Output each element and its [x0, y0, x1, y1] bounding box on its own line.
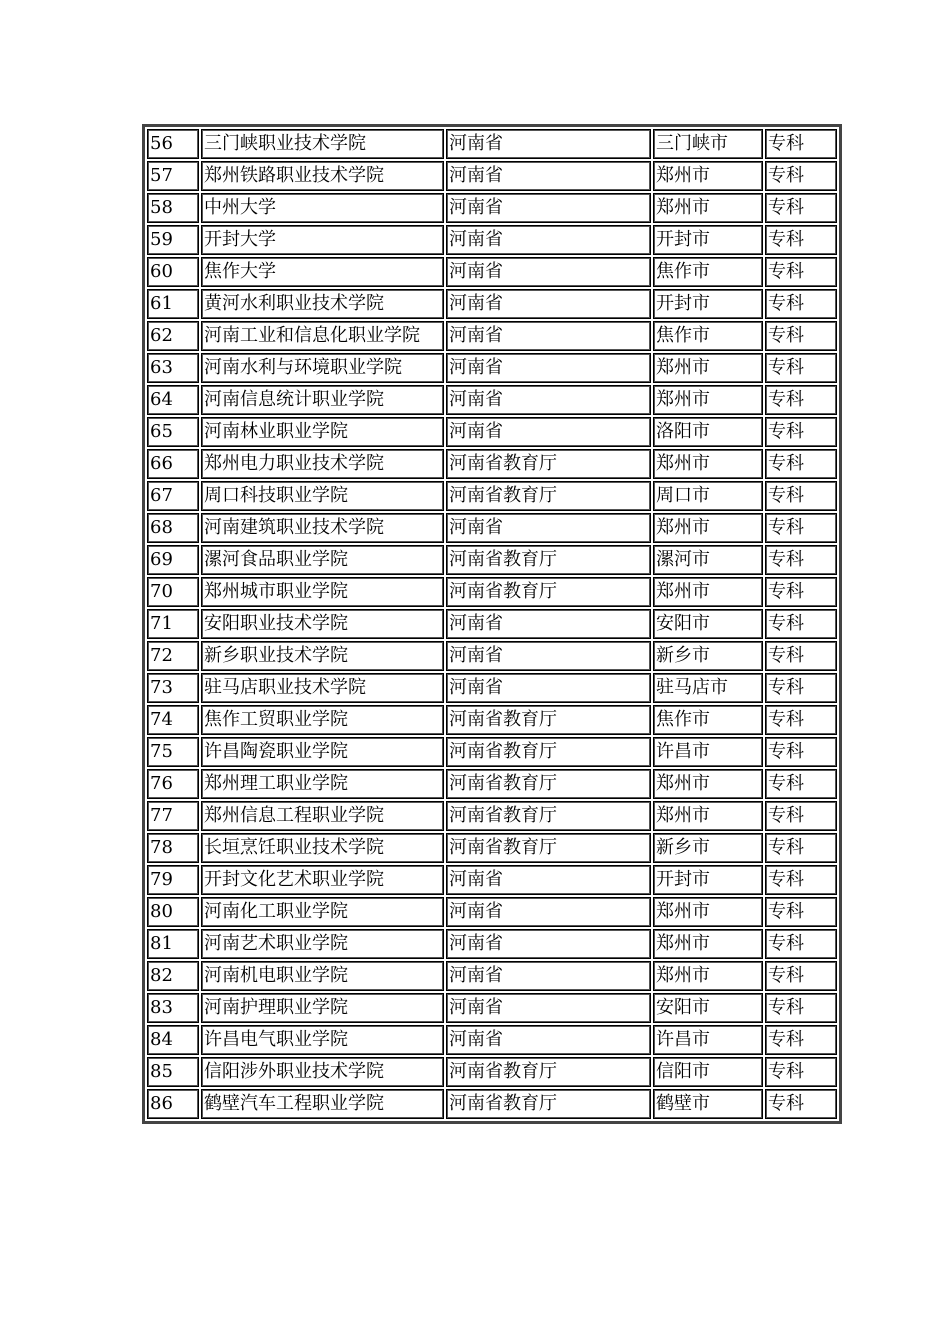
authority-cell: 河南省 — [446, 993, 651, 1023]
row-number-cell: 59 — [147, 225, 199, 255]
row-number-cell: 60 — [147, 257, 199, 287]
row-number-cell: 81 — [147, 929, 199, 959]
row-number-cell: 70 — [147, 577, 199, 607]
row-number-cell: 84 — [147, 1025, 199, 1055]
city-cell: 焦作市 — [653, 321, 763, 351]
authority-cell: 河南省 — [446, 417, 651, 447]
city-cell: 郑州市 — [653, 513, 763, 543]
level-cell: 专科 — [765, 961, 837, 991]
row-number-cell: 69 — [147, 545, 199, 575]
table-row — [147, 225, 837, 255]
authority-cell: 河南省 — [446, 193, 651, 223]
level-cell: 专科 — [765, 545, 837, 575]
level-cell: 专科 — [765, 801, 837, 831]
table-row — [147, 737, 837, 767]
city-cell: 开封市 — [653, 865, 763, 895]
table-row — [147, 385, 837, 415]
level-cell: 专科 — [765, 289, 837, 319]
college-name-cell: 河南工业和信息化职业学院 — [201, 321, 444, 351]
college-name-cell: 河南建筑职业技术学院 — [201, 513, 444, 543]
authority-cell: 河南省教育厅 — [446, 1089, 651, 1119]
table-row — [147, 1025, 837, 1055]
level-cell: 专科 — [765, 1089, 837, 1119]
city-cell: 郑州市 — [653, 769, 763, 799]
college-table-container — [142, 124, 842, 1124]
city-cell: 许昌市 — [653, 1025, 763, 1055]
college-name-cell: 鹤壁汽车工程职业学院 — [201, 1089, 444, 1119]
level-cell: 专科 — [765, 193, 837, 223]
city-cell: 郑州市 — [653, 193, 763, 223]
authority-cell: 河南省 — [446, 673, 651, 703]
authority-cell: 河南省 — [446, 865, 651, 895]
level-cell: 专科 — [765, 385, 837, 415]
college-name-cell: 河南林业职业学院 — [201, 417, 444, 447]
city-cell: 新乡市 — [653, 833, 763, 863]
college-table — [145, 127, 839, 1121]
college-name-cell: 郑州电力职业技术学院 — [201, 449, 444, 479]
authority-cell: 河南省 — [446, 609, 651, 639]
city-cell: 郑州市 — [653, 353, 763, 383]
row-number-cell: 73 — [147, 673, 199, 703]
level-cell: 专科 — [765, 705, 837, 735]
college-name-cell: 许昌电气职业学院 — [201, 1025, 444, 1055]
authority-cell: 河南省 — [446, 641, 651, 671]
table-row — [147, 1089, 837, 1119]
city-cell: 许昌市 — [653, 737, 763, 767]
college-name-cell: 许昌陶瓷职业学院 — [201, 737, 444, 767]
table-row — [147, 513, 837, 543]
city-cell: 信阳市 — [653, 1057, 763, 1087]
college-name-cell: 河南机电职业学院 — [201, 961, 444, 991]
college-name-cell: 焦作工贸职业学院 — [201, 705, 444, 735]
table-row — [147, 801, 837, 831]
level-cell: 专科 — [765, 353, 837, 383]
college-name-cell: 黄河水利职业技术学院 — [201, 289, 444, 319]
college-name-cell: 河南信息统计职业学院 — [201, 385, 444, 415]
table-row — [147, 993, 837, 1023]
authority-cell: 河南省 — [446, 897, 651, 927]
level-cell: 专科 — [765, 481, 837, 511]
level-cell: 专科 — [765, 417, 837, 447]
level-cell: 专科 — [765, 449, 837, 479]
college-name-cell: 河南化工职业学院 — [201, 897, 444, 927]
authority-cell: 河南省 — [446, 161, 651, 191]
college-name-cell: 河南水利与环境职业学院 — [201, 353, 444, 383]
city-cell: 郑州市 — [653, 801, 763, 831]
level-cell: 专科 — [765, 865, 837, 895]
authority-cell: 河南省 — [446, 961, 651, 991]
table-row — [147, 1057, 837, 1087]
college-name-cell: 郑州城市职业学院 — [201, 577, 444, 607]
city-cell: 郑州市 — [653, 961, 763, 991]
college-name-cell: 开封大学 — [201, 225, 444, 255]
college-name-cell: 周口科技职业学院 — [201, 481, 444, 511]
row-number-cell: 72 — [147, 641, 199, 671]
table-row — [147, 865, 837, 895]
city-cell: 郑州市 — [653, 577, 763, 607]
college-name-cell: 河南护理职业学院 — [201, 993, 444, 1023]
row-number-cell: 61 — [147, 289, 199, 319]
authority-cell: 河南省教育厅 — [446, 801, 651, 831]
authority-cell: 河南省 — [446, 257, 651, 287]
row-number-cell: 78 — [147, 833, 199, 863]
level-cell: 专科 — [765, 833, 837, 863]
city-cell: 新乡市 — [653, 641, 763, 671]
level-cell: 专科 — [765, 673, 837, 703]
table-row — [147, 673, 837, 703]
row-number-cell: 85 — [147, 1057, 199, 1087]
city-cell: 开封市 — [653, 225, 763, 255]
authority-cell: 河南省 — [446, 321, 651, 351]
city-cell: 焦作市 — [653, 257, 763, 287]
level-cell: 专科 — [765, 129, 837, 159]
city-cell: 郑州市 — [653, 385, 763, 415]
authority-cell: 河南省 — [446, 929, 651, 959]
table-row — [147, 961, 837, 991]
authority-cell: 河南省教育厅 — [446, 833, 651, 863]
row-number-cell: 63 — [147, 353, 199, 383]
college-name-cell: 漯河食品职业学院 — [201, 545, 444, 575]
college-table-body — [147, 129, 837, 1119]
authority-cell: 河南省教育厅 — [446, 545, 651, 575]
level-cell: 专科 — [765, 225, 837, 255]
level-cell: 专科 — [765, 769, 837, 799]
row-number-cell: 82 — [147, 961, 199, 991]
authority-cell: 河南省教育厅 — [446, 1057, 651, 1087]
table-row — [147, 129, 837, 159]
college-name-cell: 长垣烹饪职业技术学院 — [201, 833, 444, 863]
table-row — [147, 449, 837, 479]
row-number-cell: 75 — [147, 737, 199, 767]
table-row — [147, 289, 837, 319]
city-cell: 周口市 — [653, 481, 763, 511]
table-row — [147, 833, 837, 863]
city-cell: 郑州市 — [653, 929, 763, 959]
authority-cell: 河南省教育厅 — [446, 449, 651, 479]
row-number-cell: 79 — [147, 865, 199, 895]
level-cell: 专科 — [765, 609, 837, 639]
authority-cell: 河南省教育厅 — [446, 737, 651, 767]
row-number-cell: 83 — [147, 993, 199, 1023]
college-name-cell: 信阳涉外职业技术学院 — [201, 1057, 444, 1087]
row-number-cell: 64 — [147, 385, 199, 415]
authority-cell: 河南省 — [446, 289, 651, 319]
city-cell: 开封市 — [653, 289, 763, 319]
authority-cell: 河南省 — [446, 225, 651, 255]
row-number-cell: 62 — [147, 321, 199, 351]
level-cell: 专科 — [765, 257, 837, 287]
table-row — [147, 641, 837, 671]
authority-cell: 河南省 — [446, 385, 651, 415]
college-name-cell: 中州大学 — [201, 193, 444, 223]
college-name-cell: 郑州信息工程职业学院 — [201, 801, 444, 831]
city-cell: 驻马店市 — [653, 673, 763, 703]
authority-cell: 河南省教育厅 — [446, 705, 651, 735]
level-cell: 专科 — [765, 737, 837, 767]
college-name-cell: 新乡职业技术学院 — [201, 641, 444, 671]
table-row — [147, 929, 837, 959]
level-cell: 专科 — [765, 641, 837, 671]
authority-cell: 河南省教育厅 — [446, 481, 651, 511]
table-row — [147, 353, 837, 383]
city-cell: 安阳市 — [653, 993, 763, 1023]
college-name-cell: 焦作大学 — [201, 257, 444, 287]
row-number-cell: 80 — [147, 897, 199, 927]
row-number-cell: 77 — [147, 801, 199, 831]
table-row — [147, 481, 837, 511]
level-cell: 专科 — [765, 577, 837, 607]
city-cell: 漯河市 — [653, 545, 763, 575]
college-name-cell: 安阳职业技术学院 — [201, 609, 444, 639]
table-row — [147, 257, 837, 287]
level-cell: 专科 — [765, 929, 837, 959]
row-number-cell: 71 — [147, 609, 199, 639]
level-cell: 专科 — [765, 161, 837, 191]
city-cell: 鹤壁市 — [653, 1089, 763, 1119]
table-row — [147, 609, 837, 639]
college-name-cell: 三门峡职业技术学院 — [201, 129, 444, 159]
authority-cell: 河南省 — [446, 1025, 651, 1055]
level-cell: 专科 — [765, 321, 837, 351]
level-cell: 专科 — [765, 897, 837, 927]
table-row — [147, 161, 837, 191]
row-number-cell: 56 — [147, 129, 199, 159]
table-row — [147, 321, 837, 351]
city-cell: 郑州市 — [653, 897, 763, 927]
table-row — [147, 193, 837, 223]
table-row — [147, 577, 837, 607]
row-number-cell: 68 — [147, 513, 199, 543]
row-number-cell: 86 — [147, 1089, 199, 1119]
city-cell: 安阳市 — [653, 609, 763, 639]
table-row — [147, 769, 837, 799]
level-cell: 专科 — [765, 993, 837, 1023]
college-name-cell: 驻马店职业技术学院 — [201, 673, 444, 703]
authority-cell: 河南省教育厅 — [446, 577, 651, 607]
table-row — [147, 705, 837, 735]
level-cell: 专科 — [765, 1025, 837, 1055]
city-cell: 三门峡市 — [653, 129, 763, 159]
college-name-cell: 郑州理工职业学院 — [201, 769, 444, 799]
table-row — [147, 417, 837, 447]
row-number-cell: 67 — [147, 481, 199, 511]
row-number-cell: 65 — [147, 417, 199, 447]
city-cell: 洛阳市 — [653, 417, 763, 447]
city-cell: 焦作市 — [653, 705, 763, 735]
authority-cell: 河南省 — [446, 513, 651, 543]
authority-cell: 河南省 — [446, 129, 651, 159]
row-number-cell: 58 — [147, 193, 199, 223]
row-number-cell: 66 — [147, 449, 199, 479]
authority-cell: 河南省教育厅 — [446, 769, 651, 799]
college-name-cell: 河南艺术职业学院 — [201, 929, 444, 959]
table-row — [147, 897, 837, 927]
table-row — [147, 545, 837, 575]
city-cell: 郑州市 — [653, 161, 763, 191]
city-cell: 郑州市 — [653, 449, 763, 479]
level-cell: 专科 — [765, 513, 837, 543]
college-name-cell: 开封文化艺术职业学院 — [201, 865, 444, 895]
row-number-cell: 76 — [147, 769, 199, 799]
college-name-cell: 郑州铁路职业技术学院 — [201, 161, 444, 191]
row-number-cell: 74 — [147, 705, 199, 735]
authority-cell: 河南省 — [446, 353, 651, 383]
row-number-cell: 57 — [147, 161, 199, 191]
level-cell: 专科 — [765, 1057, 837, 1087]
